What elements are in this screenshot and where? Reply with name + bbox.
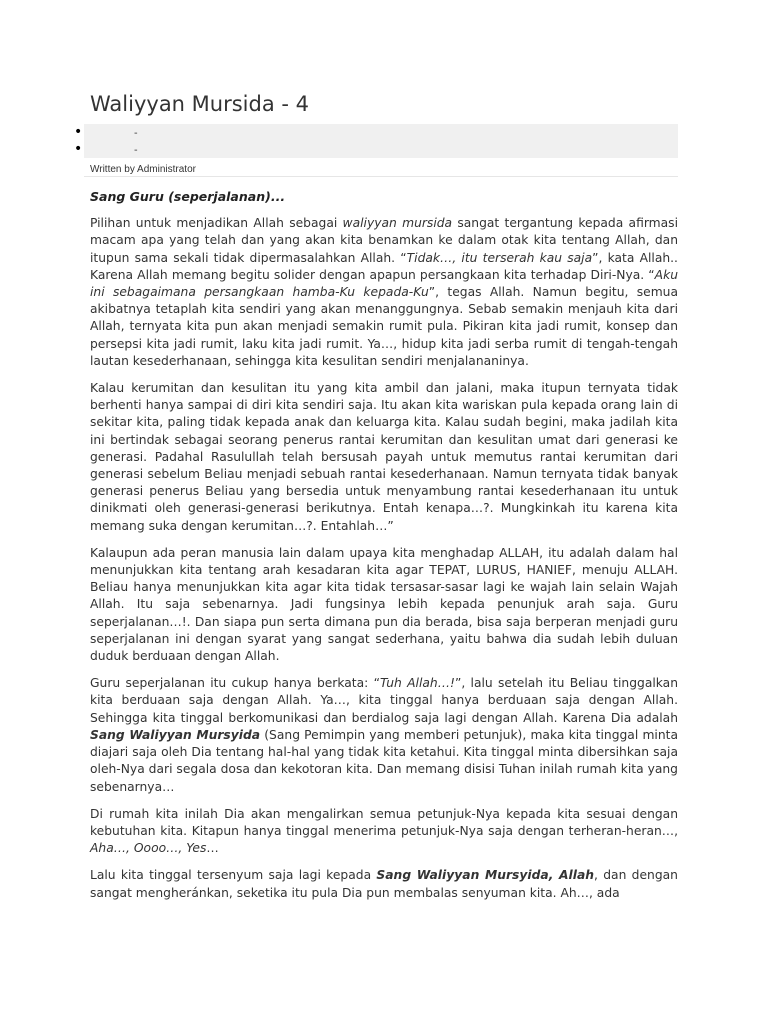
italic-run: Yes [186, 841, 207, 856]
text-run: (Sang Pemimpin yang memberi petunjuk), maka kita tinggal minta diajari saja oleh Dia tentang hal-hal yang tidak kita ketahui. Kita tinggal minta dibersihkan saja oleh-Nya dari segala dosa dan kekotoran kita. Dan memang disisi Tuhan inilah rumah kita yang sebenarnya… [90, 727, 678, 794]
paragraph-3: Kalaupun ada peran manusia lain dalam upaya kita menghadap ALLAH, itu adalah dalam hal menunjukkan kita tentang arah kesadaran kita agar TEPAT, LURUS, HANIEF, menuju ALLAH. Beliau hanya menunjukkan kita agar kita tidak tersasar-sasar lagi ke wajah lain selain Wajah Allah. Itu saja sebenarnya. Jadi fungsinya lebih kepada penunjuk arah saja. Guru seperjalanan…!. Dan siapa pun serta dimana pun dia berada, bisa saja berperan menjadi guru seperjalanan ini dengan syarat yang sangat sederhana, yaitu bahwa dia sudah lebih duluan duduk berduaan dengan Allah. [90, 545, 678, 664]
italic-run: Aku ini sebagaimana persangkaan hamba-Ku kepada-Ku [90, 267, 678, 300]
italic-run: Aha [90, 841, 114, 856]
italic-run: Oooo [133, 841, 167, 856]
article-title: Waliyyan Mursida - 4 [90, 92, 309, 116]
text-run: ”, kata Allah.. Karena Allah memang begitu solider dengan apapun persangkaan kita terhadap Diri-Nya. “ [90, 250, 678, 282]
italic-run: Tidak…, itu terserah kau saja [406, 250, 593, 265]
paragraph-6 [90, 867, 678, 901]
bullet-icon: • [74, 141, 83, 157]
text-run: ”, lalu setelah itu Beliau tinggalkan kita berduaan saja dengan Allah. Ya…, kita tinggal hanya berduaan saja dengan Allah. Sehingga kita tinggal berkomunikasi dan berdialog saja lagi dengan Allah. Karena Dia adalah [90, 676, 679, 725]
italic-run: waliyyan mursida [342, 216, 453, 231]
paragraph-5 [90, 806, 678, 858]
italic-run: …, [166, 841, 187, 856]
italic-run: Tuh Allah…! [379, 676, 455, 691]
bullet-icon: • [74, 124, 83, 140]
meta-item-text: - [134, 145, 138, 156]
italic-run: …, [113, 841, 134, 856]
text-run: Di rumah kita inilah Dia akan mengalirkan semua petunjuk-Nya kepada kita sesuai dengan kebutuhan kita. Kitapun hanya tinggal menerima petunjuk-Nya saja dengan terheran-heran…, [90, 806, 678, 838]
article-body [90, 188, 678, 912]
text-run: Guru seperjalanan itu cukup hanya berkata: “ [90, 676, 380, 691]
meta-item-text: - [134, 128, 138, 139]
bold-italic-run: Sang Waliyyan Mursyida, Allah [376, 868, 595, 883]
text-run: , dan dengan sangat mengheránkan, seketika itu pula Dia pun membalas senyuman kita. Ah…, ada [90, 868, 678, 900]
paragraph-4 [90, 675, 678, 795]
text-run: Lalu kita tinggal tersenyum saja lagi kepada [90, 868, 377, 883]
text-run: Pilihan untuk menjadikan Allah sebagai [90, 216, 343, 231]
bold-italic-run: Sang Waliyyan Mursyida [90, 727, 261, 742]
byline: Written by Administrator [90, 164, 196, 175]
paragraph-2: Kalau kerumitan dan kesulitan itu yang kita ambil dan jalani, maka itupun ternyata tidak berhenti hanya sampai di diri kita sendiri saja. Itu akan kita wariskan pula kepada orang lain di sekitar kita, paling tidak kepada anak dan keluarga kita. Kalau sudah begini, maka jadilah kita ini bertindak sebagai seorang penerus rantai kerumitan dan kesulitan umat dari generasi ke generasi. Padahal Rasulullah telah bersusah payah untuk memutus rantai kerumitan dari generasi sebelum Beliau menjadi sebuah rantai kesederhanaan. Namun ternyata tidak banyak generasi penerus Beliau yang bersedia untuk menyambung rantai kesederhanaan itu untuk dinikmati oleh generasi-generasi berikutnya. Entah kenapa…?. Mungkinkah itu karena kita memang suka dengan kerumitan…?. Entahlah…” [90, 381, 678, 533]
text-run: ”, tegas Allah. Namun begitu, semua akibatnya tetaplah kita sendiri yang akan menanggungnya. Sebab semakin menjauh kita dari Allah, ternyata kita pun akan menjadi semakin rumit pula. Pikiran kita jadi rumit, konsep dan persepsi kita jadi rumit, laku kita jadi rumit. Ya…, hidup kita jadi serba rumit di tengah-tengah lautan kesederhanaan, sehingga kita kesulitan sendiri menjalananinya. [90, 285, 679, 368]
text-run: sangat tergantung kepada afirmasi macam apa yang telah dan yang akan kita benamkan ke dalam otak kita tentang Allah, dan itupun sama sekali tidak dipermasalahkan Allah. “ [90, 216, 678, 265]
section-subheading: Sang Guru (seperjalanan)... [90, 189, 286, 204]
article-meta-box [84, 124, 678, 158]
paragraph-1 [90, 215, 678, 370]
text-run: … [206, 841, 219, 856]
